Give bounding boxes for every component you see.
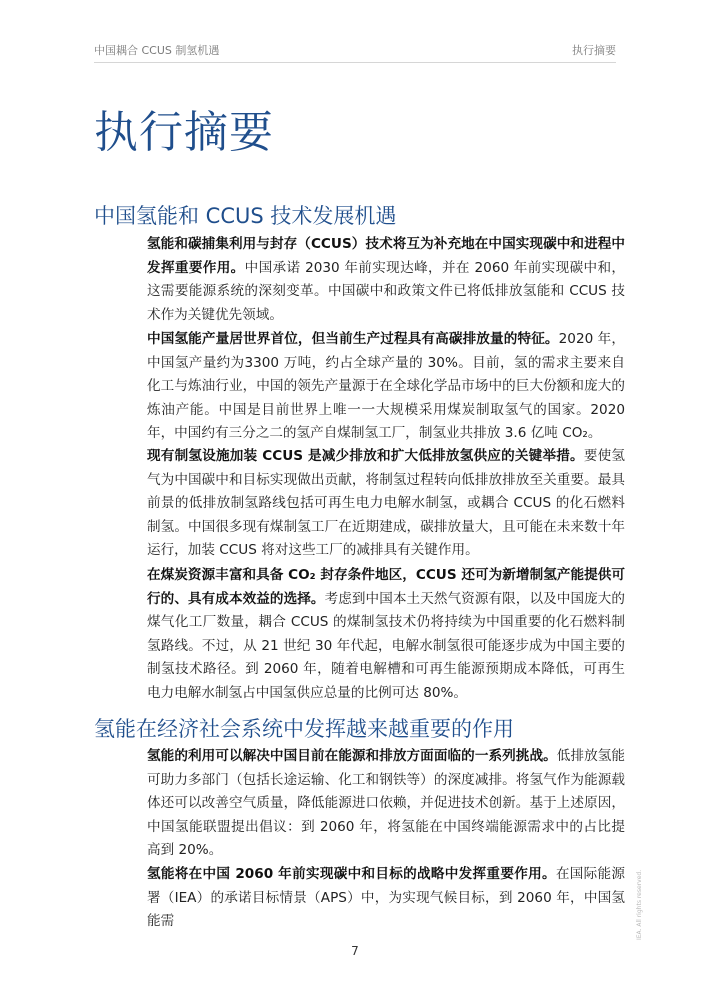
paragraph-2-body: 2020 年，中国氢产量约为3300 万吨，约占全球产量的 30%。目前，氢的需求主要来自化工与炼油行业，中国的领先产量源于在全球化学品市场中的巨大份额和庞大的炼油产能。中国是目前世界上唯一一大规模采用煤炭制取氢气的国家。2020 年，中国约有三分之二的氢产自煤制氢工厂，制氢业共排放 3.6 亿吨 CO₂。: [147, 331, 625, 442]
page-number: 7: [351, 944, 359, 958]
header-divider: [94, 62, 616, 63]
paragraph-1-lead: 氢能和碳捕集利用与封存（CCUS）技术将互为补充地在中国实现碳中和进程中发挥重要作用。: [147, 236, 625, 276]
header-report-title: 中国耦合 CCUS 制氢机遇: [94, 44, 220, 57]
paragraph-6-lead: 氢能将在中国 2060 年前实现碳中和目标的战略中发挥重要作用。: [147, 866, 556, 882]
paragraph-3: [147, 445, 625, 563]
copyright-note: IEA. All rights reserved.: [636, 869, 643, 940]
header-section-label: 执行摘要: [572, 44, 616, 57]
paragraph-2-lead: 中国氢能产量居世界首位，但当前生产过程具有高碳排放量的特征。: [147, 331, 559, 347]
paragraph-3-lead: 现有制氢设施加装 CCUS 是减少排放和扩大低排放氢供应的关键举措。: [147, 448, 584, 464]
paragraph-2: [147, 328, 625, 446]
paragraph-4-lead: 在煤炭资源丰富和具备 CO₂ 封存条件地区，CCUS 还可为新增制氢产能提供可行的、具有成本效益的选择。: [147, 567, 625, 607]
section-heading-2: 氢能在经济社会系统中发挥越来越重要的作用: [94, 717, 514, 741]
paragraph-3-body: 要使氢气为中国碳中和目标实现做出贡献，将制氢过程转向低排放排放至关重要。最具前景的低排放制氢路线包括可再生电力电解水制氢，或耦合 CCUS 的化石燃料制氢。中国很多现有煤制氢工厂在近期建成，碳排放量大，且可能在未来数十年运行，加装 CCUS 将对这些工厂的减排具有关键作用。: [147, 448, 626, 559]
paragraph-1-body: 中国承诺 2030 年前实现达峰，并在 2060 年前实现碳中和，这需要能源系统的深刻变革。中国碳中和政策文件已将低排放氢能和 CCUS 技术作为关键优先领域。: [147, 259, 625, 323]
paragraph-4: [147, 564, 625, 706]
paragraph-6: [147, 863, 625, 934]
paragraph-6-body: 在国际能源署（IEA）的承诺目标情景（APS）中，为实现气候目标，到 2060 年，中国氢能需: [147, 866, 625, 930]
section-heading-1: 中国氢能和 CCUS 技术发展机遇: [94, 204, 397, 228]
paragraph-5-lead: 氢能的利用可以解决中国目前在能源和排放方面面临的一系列挑战。: [147, 748, 557, 764]
paragraph-1: [147, 233, 625, 327]
paragraph-4-body: 考虑到中国本土天然气资源有限，以及中国庞大的煤气化工厂数量，耦合 CCUS 的煤制氢技术仍将持续为中国重要的化石燃料制氢路线。不过，从 21 世纪 30 年代起，电解水制氢很可能逐步成为中国主要的制氢技术路径。到 2060 年，随着电解槽和可再生能源预期成本降低，可再生电力电解水制氢占中国氢供应总量的比例可达 80%。: [147, 590, 626, 701]
paragraph-5-body: 低排放氢能可助力多部门（包括长途运输、化工和钢铁等）的深度减排。将氢气作为能源载体还可以改善空气质量，降低能源进口依赖，并促进技术创新。基于上述原因，中国氢能联盟提出倡议：到 2060 年，将氢能在中国终端能源需求中的占比提高到 20%。: [147, 748, 626, 859]
paragraph-5: [147, 745, 625, 863]
page-title: 执行摘要: [94, 107, 274, 158]
